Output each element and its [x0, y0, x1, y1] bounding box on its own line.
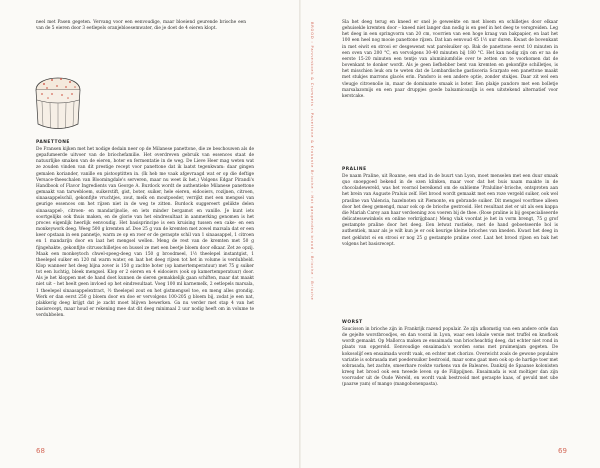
body-text-panettone-continued: Sla het deeg terug en kneed er snel je geweekte en met bloem en schilletjes door elkaar gehuisekle kremten door – kneed niet langer dan nodig is en geef in het deeg te versgreiden. Leg het deeg in een springvorm van 20 cm, voorrien van een hoge kraag van bakpapier, en laat het 100 een heel nog mooie panettone rijzen. Dat kan eenvoud 45 1½ uur duren. Kwast de bovenkant in met eiwit en strooi er desgewenst wat parelsuiker op. Bak de panettone eerst 10 minuten in een oven van 200 °C, en vervolgens 30-40 minuten bij 180 °C. Het kan nodig zijn om er na de eerste 15-20 minuten een tentje van aluminiumfolie over te zetten om te voorkomen dat de bovenkant te donker wordt. Als je geen liefhebber bent van kremten en gekonfijte schilletjes, is het misschien leuk om te weten dat de Lombardische gastisceria Scarpato een panettone maakt met stukjes marrons glacés erin. Pandoro is een andere optie, zonder stukjes. Daar zit wel een vleugje citroenolie in, maar de dominante smaak is boter. Een plakje pandoro met een bolletje marsalazomijs en een paar druppjes goede balsamicoazijn is een uitstekend alternatief voor kerstcake.	[342, 20, 558, 99]
section-heading-praline: PRALINE	[342, 167, 367, 172]
page-number-right: 69	[558, 447, 567, 455]
running-head: BROOD › Pannenkoek & Crumpets › Panettone & Krokante Brioche › Hot gangenden brood › Brioche › Brioche	[310, 22, 314, 301]
intro-paragraph: neel met Pasen gegeten. Vervang voor een eenvoudige, maar bloeiend geurende brioche een van de 5 eieren door 3 eetlepels oranjebloesemwater, die je doet de 4 eieren klopt.	[36, 20, 246, 32]
body-text-worst: Saucisson in brioche zijn in Frankrijk razend populair. Ze zijn afkomstig van een andere orde dan de gejelte worstbroodjes, en dan vooral in Lyon, waar een lokale versie met truffel en knoflook wordt gemaakt. Op Mallorca maken ze ensaimada van briocheachtig deeg, dat echter niet rond in plaats van opgerold. Eenvoudige ensaimada's worden soms met pruimenjam gegeten. De kokosolijf een ensaimada wordt vaak, en echter met chorizo. Overwicht zoals de gewone populaire variatie is sobrasada met poedersuiker bestrooid, maar soms gaat men ook op de hartige toer met sobrasada, het zachte, smeerbare rookte varkens van de Baleares. Dankzij de Spaanse kolonisten kreeg het brood ook een tweede leven op de Filippijnen. Ensaimada is wat moltiger dan zijn voorvader uit de Oude Wereld, en wordt vaak bestrooid met geraspte kaas, of gevuld met ube (paarse yam) of mango (mangobonenpasta).	[342, 327, 558, 388]
body-text-panettone: De Fransen kijken met het nodige dedain neer op de Milanese panettone, die ze beschouwen als de gepafumeerde uitvoer van de briochefamilie. Het overdreven gebruik van essences staat de natuurlijke smaken van de eieren, boter en fermentatie in de weg. De Lieve Heer mag weten wat ze zouden vinden van dit prestige recept voor panettone dat ik laatst tegenkwam: daar gingen gemalen koriander, vanille en pistooptitten in. (Ik heb me vaak afgevraagd wat er op die deftige Versace-theeschalen van Bloomingdale's serveren, maar nu weet ik het.) Volgens Edgar Pirandi's Handbook of Flavor Ingredients van George A. Burdock wordt de authentieke Milanese panettone gemaakt van tarwebloem, suikerstift, gist, boter, suiker, hele eieren, eidooiers, rozijnen, citroen, sinaasappelschil, gekonfijte vruchtjes, zout, melk en moutpoeder, verrijkt met een mengsel van geurige essences om het rijzen niet in de weg te zitten. Burdock suggereert geliikte delen sinaasappel-, citroen- en mandarijnolie, en iets minder bergamot en vanille. Je kunt iets soortgelijks ook thuis maken, en de glorie van het eindresultaat in aanmerking genomen is het proces eigenlijk heerlijk eenvoudig. Het basisprincipe is een kruising tussen een cake- en een monkeywork deeg. Weeg 500 g kremten af. Doe 25 g van de kremten met zowel marsala dat er een keer opstaan in een pannetje, warm ze op en roer er de geraspte schil van 1 sinaasappel, 1 citroen en 1 mandarijn door en laat het mengsel wellen. Meng de rest van de kremten met 50 g fijngehakte, gekonfijte citrusschilletjes en bussel ze met een beetje bloem door elkaar. Zet ze opzij. Maak een monkeytoch chwel-speeg-deeg van 150 g broodmeel, 1½ theelepel instantgist, 1 theelepel suiker en 120 ml warm water, en laat het deeg rijzen tot het in volume is verdubbeld. Klop wanneer het deeg bijna zover is 150 g zachte boter (op kamertemperatuur) met 75 g suiker tot een luchtig, bleek mengsel. Klop er 2 eieren en 4 eidooiers (ook op kamertemperatuur) door. Als je het kloppen met de hand doet kunnen de sieren gemakkelijk gaan schiften, maar dat maakt niet uit – het heelt geen invloed op het eindresultaat. Voeg 100 ml karnemelk, 2 eetlepels marsala, 1 theelepel sinaasappelextract, ½ theelepel zout en het gistmengsel toe, en meng alles grondig. Werk er dan eerst 250 g bloem door en doe er vervolgens 100-205 g bloem bij, zodat je een nat, plakkerig deeg krijgt dat je zacht moet blijven bewerken. Ga nu verder met stap 4 van het basisrecept, maar houd er rekening mee dat dit deeg minimaal 2 uur nodig heeft om in volume te verdubbelen.	[36, 147, 254, 319]
page-number-left: 68	[36, 447, 45, 455]
section-heading-panettone: PANETTONE	[36, 140, 70, 145]
section-heading-worst: WORST	[342, 320, 363, 325]
left-page	[0, 0, 299, 468]
panettone-illustration	[30, 66, 86, 136]
body-text-praline: De naam Praline, uit Roanne, een stad in de buurt van Lyon, moet menselen met een duur smaak quo snoepgoed bekend in de ozen klinken, maar voor dat het buis naam maakte in de chocoladewereld, was het voornol bereikend om de sublieme 'Praluline'-brioche, ontsproten aan het brein van Auguste Praluis zelf. Het brood wordt gemaakt met een roze vergeld suiker, ook wel prasline van Valencia, hazelnoten uit Piemonte, en gebrande suiker. Dit mengsel voorfmee alleen door het deeg gemengd, maar ook op de brioche gestrooid. Het resultaat ziet er uit als een kappa die Mariah Carey aan haar verdoening zou voeren bij de thee. (Rose praline is bij gespecialiseerde delicatessewinkels en online verkrijgbaar.) Meng vlak voordat je het in vorm brengt, 75 g grof gestampte praline door het deeg. Een letwat rustieke, met de hand geboetseerde bol is authentiek, maar als je wilt kun je er ook keurige kleine brioches van kneden. Kwast het deeg in met geklutst ei en strooi er nog 25 g gestampte praline over. Laat het brood rijzen en bak het volgens het basisrecept.	[342, 174, 558, 247]
